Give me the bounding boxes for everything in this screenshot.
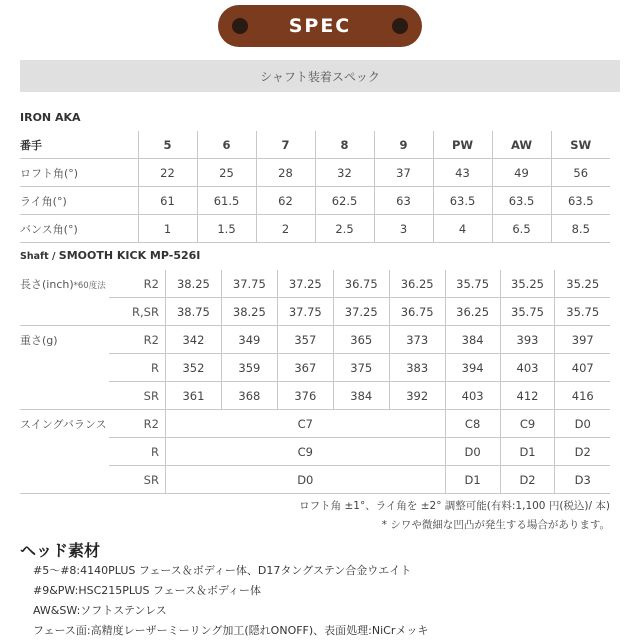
row-label-empty — [20, 298, 109, 326]
badge-left-dot — [232, 18, 248, 34]
table-cell: 357 — [277, 326, 333, 354]
table-cell: 403 — [445, 382, 500, 410]
flex-label: R — [109, 438, 166, 466]
flex-label: R — [109, 354, 166, 382]
table-cell: D0 — [555, 410, 610, 438]
table-cell: 63 — [374, 187, 433, 215]
row-label-empty — [20, 354, 109, 382]
flex-label: R2 — [109, 270, 166, 298]
table-cell: 28 — [256, 159, 315, 187]
material-line: #9&PW:HSC215PLUS フェース＆ボディー体 — [33, 584, 262, 597]
length-rsr-row — [20, 298, 610, 326]
table-cell: 36.25 — [445, 298, 500, 326]
material-line: AW&SW:ソフトステンレス — [33, 604, 167, 617]
table-header-row — [20, 131, 610, 159]
table-cell: 376 — [277, 382, 333, 410]
head-material-title: ヘッド素材 — [20, 541, 101, 560]
table-cell: 61.5 — [197, 187, 256, 215]
table-cell: 37.75 — [277, 298, 333, 326]
col-header: 9 — [374, 131, 433, 159]
col-header: AW — [492, 131, 551, 159]
loft-row — [20, 159, 610, 187]
table-cell: 62.5 — [315, 187, 374, 215]
table-cell: 383 — [389, 354, 445, 382]
row-label-empty — [20, 382, 109, 410]
table-cell: 35.75 — [500, 298, 555, 326]
col-header: 7 — [256, 131, 315, 159]
table-cell: 56 — [551, 159, 610, 187]
table-cell: 1.5 — [197, 215, 256, 243]
weight-r2-row — [20, 326, 610, 354]
table-cell: 1 — [138, 215, 197, 243]
row-label: バンス角(°) — [20, 215, 138, 243]
table-cell: 61 — [138, 187, 197, 215]
badge-right-dot — [392, 18, 408, 34]
table-cell: 392 — [389, 382, 445, 410]
table-cell: D0 — [445, 438, 500, 466]
table-cell: 384 — [333, 382, 389, 410]
table-cell: 38.25 — [221, 298, 277, 326]
flex-label: R,SR — [109, 298, 166, 326]
table-cell: D3 — [555, 466, 610, 494]
table-cell: 416 — [555, 382, 610, 410]
flex-label: SR — [109, 382, 166, 410]
length-r2-row — [20, 270, 610, 298]
lie-row — [20, 187, 610, 215]
table-cell: 373 — [389, 326, 445, 354]
table-cell: 2.5 — [315, 215, 374, 243]
row-label: スイングバランス — [20, 417, 107, 431]
table-cell: 22 — [138, 159, 197, 187]
table-cell: 38.25 — [165, 270, 221, 298]
table-cell: D2 — [500, 466, 555, 494]
table-cell: 37.25 — [277, 270, 333, 298]
table-cell: 25 — [197, 159, 256, 187]
row-label-empty — [20, 466, 109, 494]
table-cell: 36.25 — [389, 270, 445, 298]
table-cell: 35.25 — [555, 270, 610, 298]
table-cell: 394 — [445, 354, 500, 382]
flex-label: R2 — [109, 410, 166, 438]
shaft-prefix: Shaft / — [20, 251, 59, 262]
table-cell: 367 — [277, 354, 333, 382]
table-cell: 412 — [500, 382, 555, 410]
weight-r-row — [20, 354, 610, 382]
table-cell: 62 — [256, 187, 315, 215]
table-cell: D1 — [500, 438, 555, 466]
table-cell: 35.75 — [555, 298, 610, 326]
weight-sr-row — [20, 382, 610, 410]
col-header: 5 — [138, 131, 197, 159]
table-cell: 365 — [333, 326, 389, 354]
iron-model-label: IRON AKA — [20, 111, 81, 124]
table-cell: C9 — [500, 410, 555, 438]
finish-note: * シワや微細な凹凸が発生する場合があります。 — [381, 519, 610, 531]
swing-sr-row — [20, 466, 610, 494]
table-cell: C7 — [165, 410, 445, 438]
row-label: ロフト角(°) — [20, 159, 138, 187]
row-label: 重さ(g) — [20, 333, 58, 347]
table-cell: C8 — [445, 410, 500, 438]
shaft-spec-band: シャフト装着スペック — [20, 60, 620, 92]
flex-label: R2 — [109, 326, 166, 354]
table-cell: 3 — [374, 215, 433, 243]
table-cell: 43 — [433, 159, 492, 187]
adjust-note: ロフト角 ±1°、ライ角を ±2° 調整可能(有料:1,100 円(税込)/ 本) — [299, 500, 610, 512]
col-header: 番手 — [20, 131, 138, 159]
material-line: フェース面:高精度レーザーミーリング加工(隠れONOFF)、表面処理:NiCrメッキ — [33, 624, 429, 637]
table-cell: 6.5 — [492, 215, 551, 243]
table-cell: 49 — [492, 159, 551, 187]
table-cell: 368 — [221, 382, 277, 410]
table-cell: 361 — [165, 382, 221, 410]
table-cell: 393 — [500, 326, 555, 354]
col-header: 6 — [197, 131, 256, 159]
table-cell: 63.5 — [492, 187, 551, 215]
material-line: #5〜#8:4140PLUS フェース＆ボディー体、D17タングステン合金ウエイト — [33, 564, 412, 577]
table-cell: 375 — [333, 354, 389, 382]
spec-title: SPEC — [288, 15, 352, 37]
table-cell: 36.75 — [389, 298, 445, 326]
table-cell: 4 — [433, 215, 492, 243]
table-cell: 8.5 — [551, 215, 610, 243]
col-header: SW — [551, 131, 610, 159]
row-label: ライ角(°) — [20, 187, 138, 215]
table-cell: 36.75 — [333, 270, 389, 298]
row-label-empty — [20, 438, 109, 466]
table-cell: D1 — [445, 466, 500, 494]
table-cell: 403 — [500, 354, 555, 382]
table-cell: 37 — [374, 159, 433, 187]
table-cell: 349 — [221, 326, 277, 354]
table-cell: 407 — [555, 354, 610, 382]
table-cell: 37.75 — [221, 270, 277, 298]
length-note: *60度法 — [73, 280, 106, 291]
table-cell: D0 — [165, 466, 445, 494]
table-cell: 359 — [221, 354, 277, 382]
table-cell: 342 — [165, 326, 221, 354]
shaft-spec-table — [20, 270, 610, 494]
table-cell: C9 — [165, 438, 445, 466]
shaft-name: SMOOTH KICK MP-526I — [58, 249, 201, 262]
swing-r-row — [20, 438, 610, 466]
iron-spec-table — [20, 131, 610, 243]
swing-r2-row — [20, 410, 610, 438]
spec-badge — [218, 5, 422, 47]
table-cell: 35.75 — [445, 270, 500, 298]
table-cell: D2 — [555, 438, 610, 466]
table-cell: 352 — [165, 354, 221, 382]
table-cell: 35.25 — [500, 270, 555, 298]
bounce-row — [20, 215, 610, 243]
flex-label: SR — [109, 466, 166, 494]
table-cell: 63.5 — [551, 187, 610, 215]
table-cell: 63.5 — [433, 187, 492, 215]
row-label — [20, 270, 109, 298]
table-cell: 2 — [256, 215, 315, 243]
table-cell: 384 — [445, 326, 500, 354]
length-label: 長さ(inch) — [20, 277, 74, 291]
table-cell: 38.75 — [165, 298, 221, 326]
col-header: 8 — [315, 131, 374, 159]
shaft-model-label — [20, 249, 200, 262]
col-header: PW — [433, 131, 492, 159]
table-cell: 37.25 — [333, 298, 389, 326]
table-cell: 397 — [555, 326, 610, 354]
table-cell: 32 — [315, 159, 374, 187]
